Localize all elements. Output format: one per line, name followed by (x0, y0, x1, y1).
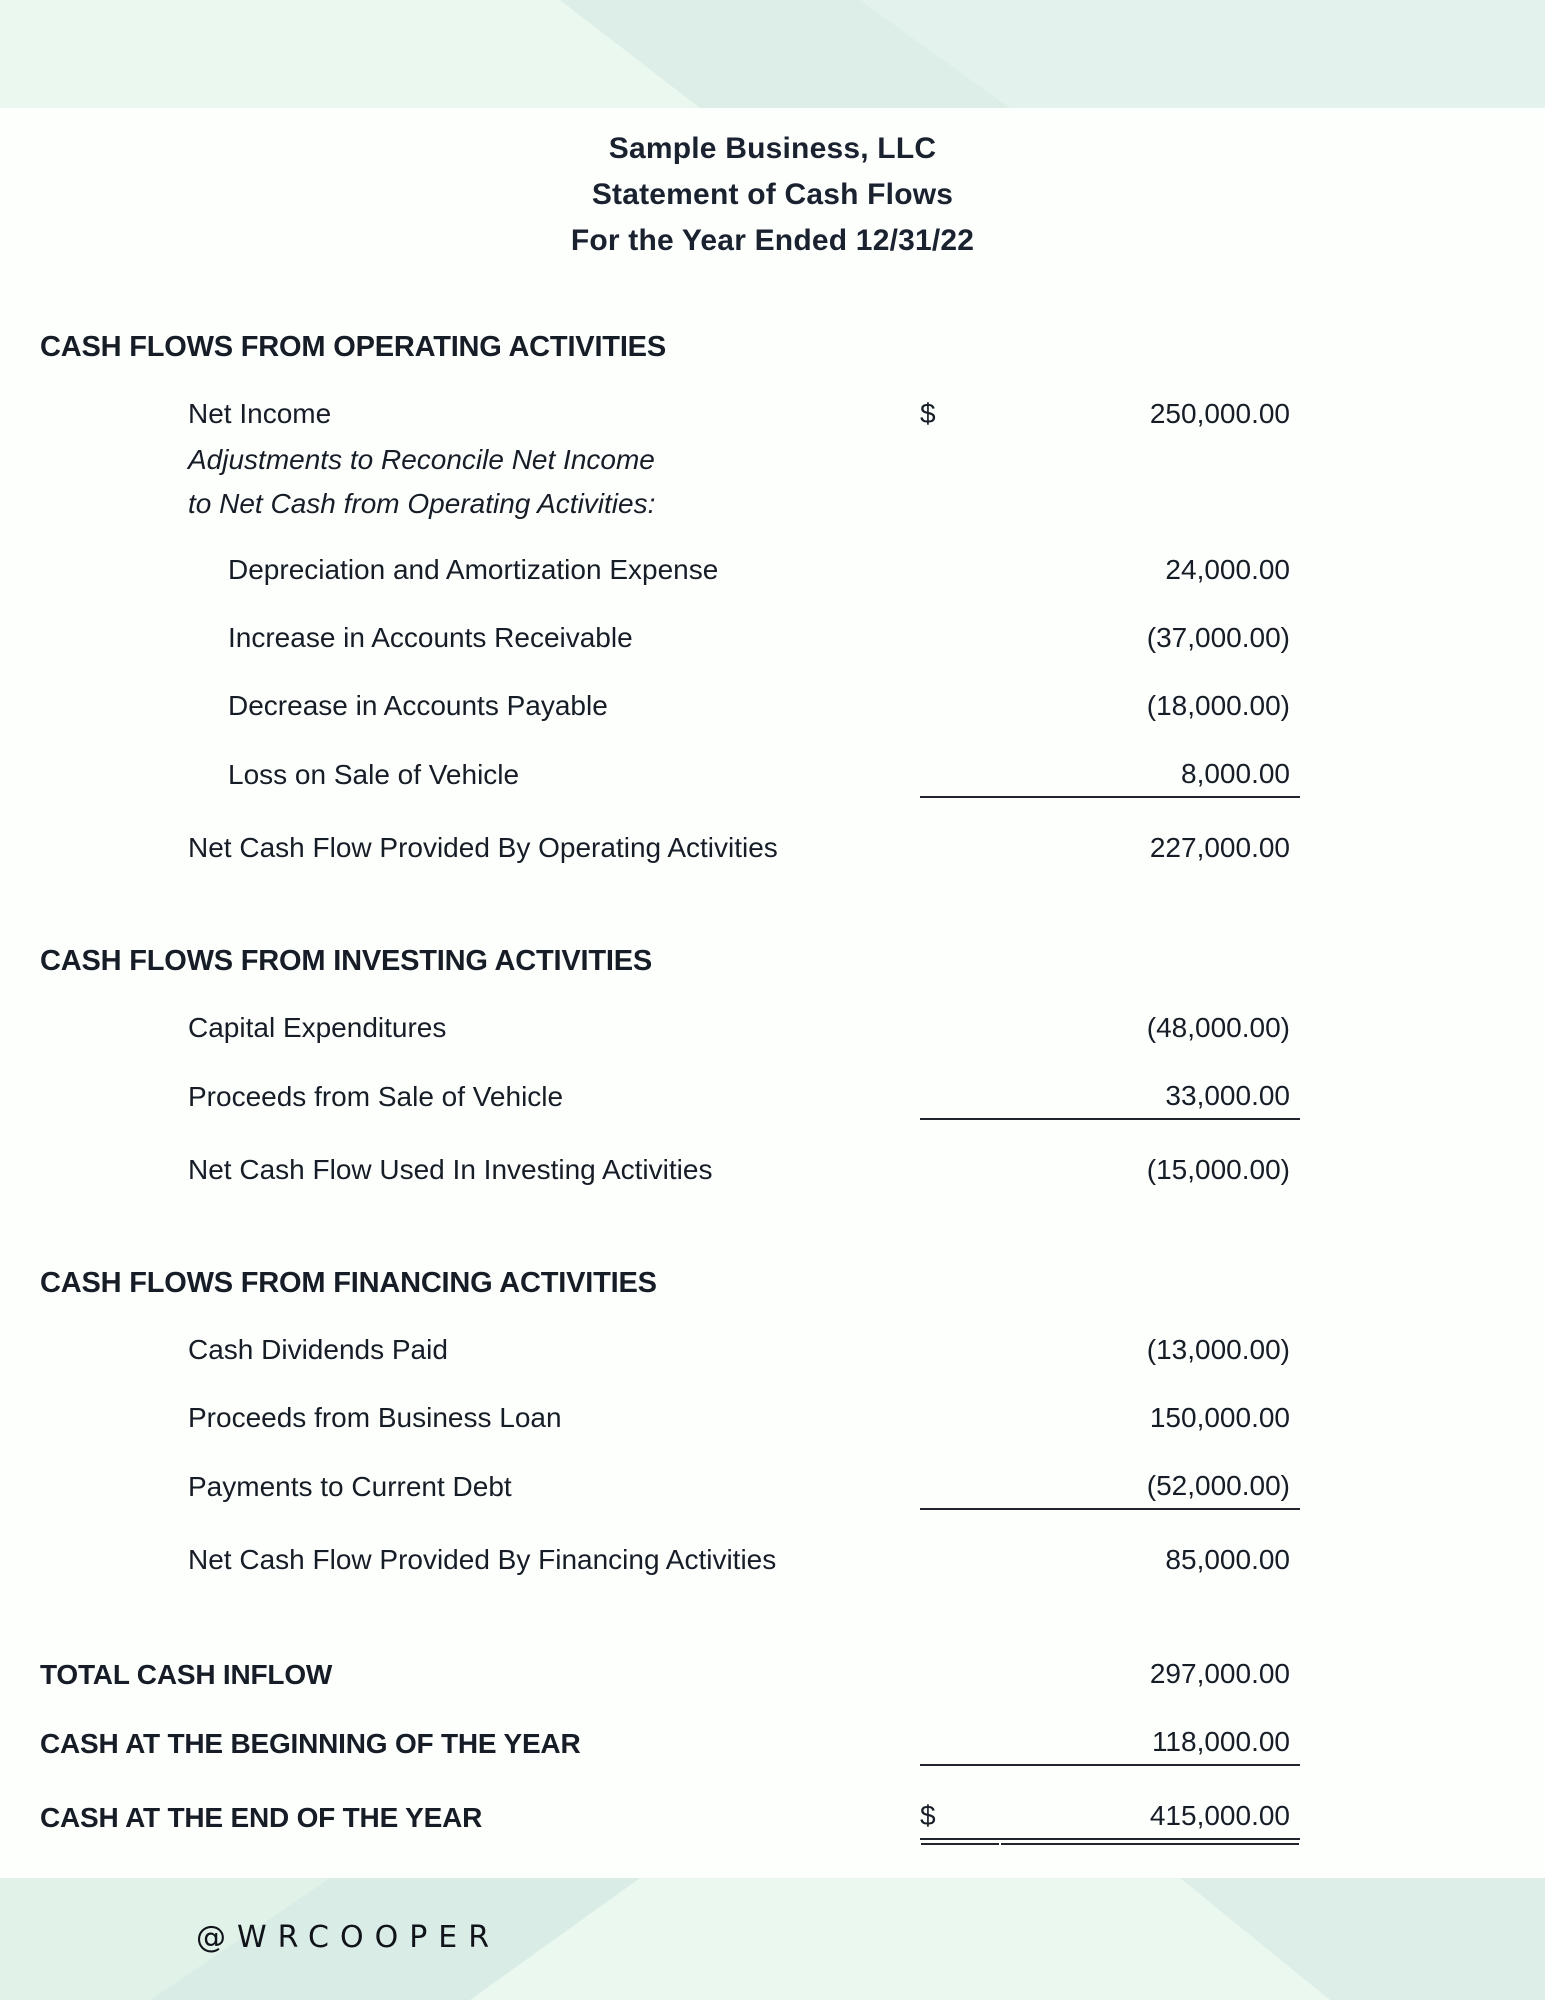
spacer-cell (1300, 436, 1480, 480)
statement-period: For the Year Ended 12/31/22 (570, 224, 975, 257)
spacer-cell (1300, 480, 1480, 524)
row-amount-depreciation: 24,000.00 (1165, 554, 1290, 585)
spacer-cell (1300, 797, 1480, 870)
row-label-capital-expenditures: Capital Expenditures (188, 1012, 447, 1043)
subtotal-row-investing (40, 1119, 1480, 1192)
adjustments-note-line-1: Adjustments to Reconcile Net Income (188, 444, 655, 475)
subtotal-amount-investing: (15,000.00) (1000, 1119, 1300, 1192)
spacer-cell (1300, 592, 1480, 660)
row-amount-cash-dividends-paid: (13,000.00) (1146, 1334, 1290, 1365)
row-amount-capital-expenditures: (48,000.00) (1146, 1012, 1290, 1043)
spacer-cell (1300, 368, 1480, 436)
row-label-proceeds-business-loan: Proceeds from Business Loan (188, 1402, 562, 1433)
cash-flow-table (40, 302, 1480, 1840)
total-row-total-cash-inflow (40, 1628, 1480, 1696)
spacer-cell (920, 436, 1000, 480)
spacer-cell (920, 592, 1000, 660)
section-header-operating (40, 302, 1480, 368)
total-amount-cash-beginning: 118,000.00 (1151, 1726, 1290, 1757)
table-row (40, 524, 1480, 592)
subtotal-row-financing (40, 1509, 1480, 1582)
row-amount-loss-sale-vehicle: 8,000.00 (1181, 758, 1290, 789)
spacer-cell (1000, 1238, 1300, 1304)
spacer-cell (1300, 1238, 1480, 1304)
spacer-cell (920, 1119, 1000, 1192)
table-row (40, 480, 1480, 524)
spacer-cell (1300, 1050, 1480, 1119)
row-label-cash-dividends-paid: Cash Dividends Paid (188, 1334, 448, 1365)
section-spacer (40, 1582, 1480, 1628)
total-label-cash-end: CASH AT THE END OF THE YEAR (40, 1802, 483, 1833)
spacer-cell (920, 1440, 1000, 1509)
total-row-cash-beginning (40, 1696, 1480, 1765)
currency-symbol (920, 1696, 1000, 1765)
row-label-payments-current-debt: Payments to Current Debt (188, 1471, 512, 1502)
row-amount-increase-ar: (37,000.00) (1146, 622, 1290, 653)
spacer-cell (1300, 728, 1480, 797)
row-label-loss-sale-vehicle: Loss on Sale of Vehicle (228, 759, 520, 790)
spacer-cell (1300, 302, 1480, 368)
section-spacer (40, 870, 1480, 916)
spacer-cell (1000, 916, 1300, 982)
row-amount-payments-current-debt: (52,000.00) (1146, 1470, 1290, 1501)
spacer-cell (920, 728, 1000, 797)
spacer-cell (920, 1372, 1000, 1440)
total-label-cash-beginning: CASH AT THE BEGINNING OF THE YEAR (40, 1728, 581, 1759)
watermark-handle: @WRCOOPER (196, 1920, 501, 1955)
spacer-cell (920, 524, 1000, 592)
table-row (40, 1050, 1480, 1119)
section-header-financing (40, 1238, 1480, 1304)
table-row (40, 1372, 1480, 1440)
section-title-operating: CASH FLOWS FROM OPERATING ACTIVITIES (40, 331, 666, 363)
row-label-net-income: Net Income (188, 398, 332, 429)
spacer-cell (1300, 1765, 1480, 1839)
spacer-cell (1300, 1696, 1480, 1765)
table-row (40, 436, 1480, 480)
table-row (40, 1440, 1480, 1509)
spacer-cell (1000, 480, 1300, 524)
section-spacer (40, 1192, 1480, 1238)
spacer-cell (1300, 1440, 1480, 1509)
adjustments-note-line-2: to Net Cash from Operating Activities: (188, 488, 656, 519)
section-title-financing: CASH FLOWS FROM FINANCING ACTIVITIES (40, 1267, 657, 1299)
row-label-proceeds-sale-vehicle: Proceeds from Sale of Vehicle (188, 1081, 564, 1112)
spacer-cell (1300, 1628, 1480, 1696)
spacer-cell (920, 797, 1000, 870)
spacer-cell (1300, 1372, 1480, 1440)
table-row (40, 728, 1480, 797)
spacer-cell (920, 982, 1000, 1050)
company-name: Sample Business, LLC (608, 132, 937, 165)
spacer-cell (1300, 524, 1480, 592)
spacer-cell (920, 1304, 1000, 1372)
spacer-cell (920, 1509, 1000, 1582)
spacer-cell (1000, 302, 1300, 368)
spacer-cell (1000, 436, 1300, 480)
spacer-cell (1300, 660, 1480, 728)
table-row (40, 592, 1480, 660)
statement-sheet (0, 108, 1545, 1878)
spacer-cell (920, 1238, 1000, 1304)
row-label-decrease-ap: Decrease in Accounts Payable (228, 690, 608, 721)
currency-symbol (920, 1628, 1000, 1696)
subtotal-label-financing: Net Cash Flow Provided By Financing Activities (188, 1544, 777, 1575)
spacer-cell (1300, 1304, 1480, 1372)
row-amount-proceeds-business-loan: 150,000.00 (1149, 1402, 1290, 1433)
row-label-increase-ar: Increase in Accounts Receivable (228, 622, 633, 653)
document-heading (40, 108, 1505, 264)
total-amount-cash-end: 415,000.00 (1000, 1765, 1300, 1839)
subtotal-label-operating: Net Cash Flow Provided By Operating Activities (188, 832, 778, 863)
spacer-cell (1300, 1509, 1480, 1582)
total-row-cash-end (40, 1765, 1480, 1839)
subtotal-amount-financing: 85,000.00 (1000, 1509, 1300, 1582)
spacer-cell (920, 1050, 1000, 1119)
currency-symbol: $ (920, 398, 936, 429)
row-amount-net-income: 250,000.00 (1149, 398, 1290, 429)
currency-symbol: $ (920, 1765, 1000, 1839)
row-amount-proceeds-sale-vehicle: 33,000.00 (1165, 1080, 1290, 1111)
spacer-cell (920, 480, 1000, 524)
spacer-cell (920, 916, 1000, 982)
section-title-investing: CASH FLOWS FROM INVESTING ACTIVITIES (40, 945, 653, 977)
table-row (40, 660, 1480, 728)
total-amount-cash-inflow: 297,000.00 (1149, 1658, 1290, 1689)
subtotal-row-operating (40, 797, 1480, 870)
statement-title: Statement of Cash Flows (591, 178, 954, 211)
table-row (40, 368, 1480, 436)
row-amount-decrease-ap: (18,000.00) (1146, 690, 1290, 721)
row-label-depreciation: Depreciation and Amortization Expense (228, 554, 719, 585)
table-row (40, 982, 1480, 1050)
subtotal-label-investing: Net Cash Flow Used In Investing Activities (188, 1154, 713, 1185)
total-label-cash-inflow: TOTAL CASH INFLOW (40, 1659, 333, 1690)
spacer-cell (1300, 982, 1480, 1050)
spacer-cell (920, 660, 1000, 728)
spacer-cell (1300, 1119, 1480, 1192)
subtotal-amount-operating: 227,000.00 (1000, 797, 1300, 870)
spacer-cell (920, 302, 1000, 368)
section-header-investing (40, 916, 1480, 982)
table-row (40, 1304, 1480, 1372)
spacer-cell (1300, 916, 1480, 982)
